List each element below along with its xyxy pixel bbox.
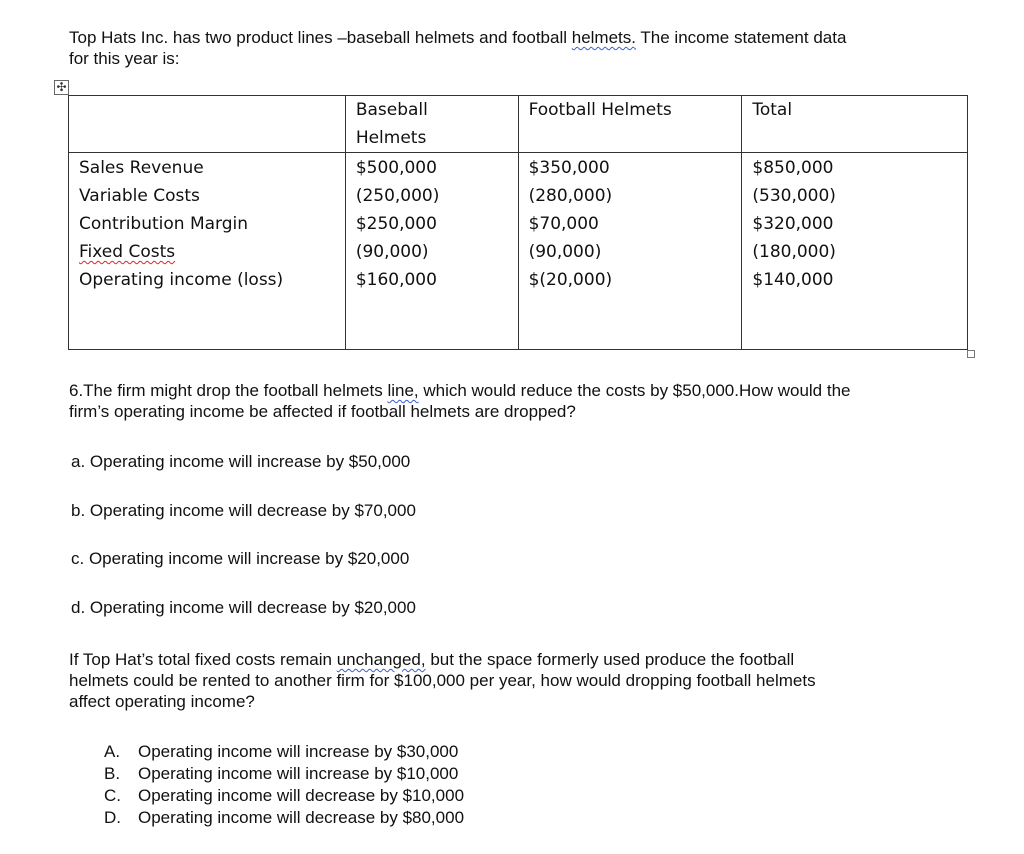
- total-operating: $140,000: [752, 270, 834, 290]
- q6-text-cont: which would reduce the costs by $50,000.How would the: [418, 381, 851, 400]
- label-operating-income: Operating income (loss): [79, 270, 284, 290]
- total-sales: $850,000: [752, 158, 834, 178]
- q7-text-cont: but the space formerly used produce the football: [425, 650, 795, 669]
- football-fixed: (90,000): [528, 242, 602, 262]
- option-7c-text: Operating income will decrease by $10,000: [138, 786, 465, 805]
- option-7a: [104, 741, 464, 763]
- header-baseball: [345, 96, 518, 153]
- header-total: [742, 96, 968, 153]
- table-header-row: [69, 96, 968, 153]
- header-baseball-line2: Helmets: [355, 128, 427, 148]
- option-7d-text: Operating income will decrease by $80,000: [138, 808, 465, 827]
- intro-line-1: [69, 27, 969, 48]
- question-7-line-3: affect operating income?: [69, 692, 255, 711]
- intro-line-2: for this year is:: [69, 49, 180, 68]
- header-football-label: Football Helmets: [528, 100, 672, 120]
- total-fixed: (180,000): [752, 242, 836, 262]
- option-7c-label: C.: [104, 786, 121, 805]
- option-7d-label: D.: [104, 808, 121, 827]
- intro-grammar-flag[interactable]: helmets.: [571, 28, 636, 47]
- option-6d: d. Operating income will decrease by $20,000: [71, 598, 416, 617]
- option-6b: b. Operating income will decrease by $70,000: [71, 501, 416, 520]
- baseball-variable: (250,000): [355, 186, 440, 206]
- question-7-line-1: [69, 649, 969, 670]
- label-sales-revenue: Sales Revenue: [79, 158, 204, 178]
- football-operating: $(20,000): [528, 270, 613, 290]
- intro-text: Top Hats Inc. has two product lines –baseball helmets and football: [69, 28, 572, 47]
- question-6: [69, 380, 969, 422]
- label-variable-costs: Variable Costs: [79, 186, 200, 206]
- header-football: [518, 96, 742, 153]
- option-7a-label: A.: [104, 742, 121, 761]
- option-7b: [104, 763, 464, 785]
- baseball-sales: $500,000: [355, 158, 437, 178]
- question-7-line-2: helmets could be rented to another firm for $100,000 per year, how would dropping football helmets: [69, 671, 816, 690]
- total-contribution: $320,000: [752, 214, 834, 234]
- q7-text: If Top Hat’s total fixed costs remain: [69, 650, 337, 669]
- q6-grammar-flag[interactable]: line,: [387, 381, 419, 400]
- q6-text: 6.The firm might drop the football helmets: [69, 381, 388, 400]
- intro-paragraph: [69, 27, 969, 69]
- baseball-values-cell: [345, 153, 518, 350]
- baseball-fixed: (90,000): [355, 242, 429, 262]
- table-body-row: [69, 153, 968, 350]
- income-statement-table: [68, 95, 968, 350]
- option-6a: a. Operating income will increase by $50,000: [71, 452, 411, 471]
- option-7b-text: Operating income will increase by $10,000: [138, 764, 459, 783]
- option-7d: [104, 807, 464, 829]
- header-total-label: Total: [752, 100, 793, 120]
- football-contribution: $70,000: [528, 214, 599, 234]
- question-7: [69, 649, 969, 712]
- option-7a-text: Operating income will increase by $30,000: [138, 742, 459, 761]
- football-variable: (280,000): [528, 186, 613, 206]
- intro-text-cont: The income statement data: [636, 28, 847, 47]
- question-6-line-1: [69, 380, 969, 401]
- row-labels-cell: [69, 153, 346, 350]
- total-variable: (530,000): [752, 186, 836, 206]
- options-7-list: [104, 741, 464, 829]
- option-7c: [104, 785, 464, 807]
- q7-grammar-flag[interactable]: unchanged,: [336, 650, 426, 669]
- question-6-line-2: firm’s operating income be affected if football helmets are dropped?: [69, 402, 576, 421]
- header-empty-cell: [69, 96, 346, 153]
- total-values-cell: [742, 153, 968, 350]
- option-6c: c. Operating income will increase by $20,000: [71, 549, 410, 568]
- label-fixed-costs[interactable]: Fixed Costs: [79, 242, 176, 262]
- football-sales: $350,000: [528, 158, 610, 178]
- table-move-handle-icon[interactable]: ✣: [54, 80, 69, 95]
- baseball-operating: $160,000: [355, 270, 437, 290]
- football-values-cell: [518, 153, 742, 350]
- table-resize-handle-icon[interactable]: [967, 350, 975, 358]
- header-baseball-line1: Baseball: [355, 100, 428, 120]
- label-fixed-costs-line: [79, 238, 335, 266]
- option-7b-label: B.: [104, 764, 121, 783]
- baseball-contribution: $250,000: [355, 214, 437, 234]
- label-contribution-margin: Contribution Margin: [79, 214, 249, 234]
